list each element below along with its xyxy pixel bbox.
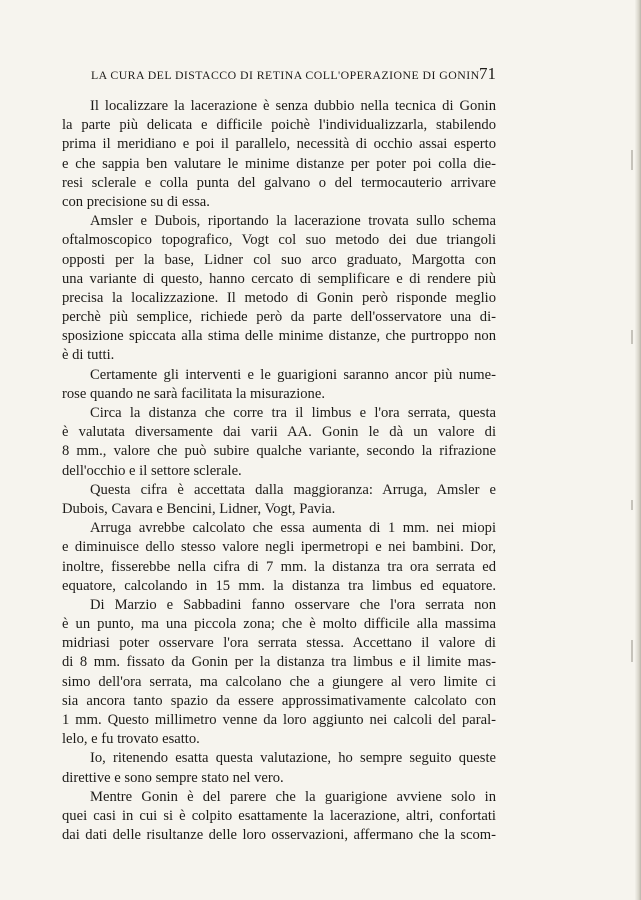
text-line: 8 mm., valore che può subire qualche variante, secondo la rifrazione <box>62 443 496 460</box>
text-line: sia ancora tanto spazio da essere approssimativamente calcolato con <box>62 692 496 709</box>
page-number: 71 <box>479 64 496 83</box>
running-title: LA CURA DEL DISTACCO DI RETINA COLL'OPERAZIONE DI GONIN <box>91 68 480 82</box>
body-text <box>62 97 496 845</box>
text-line: la parte più delicata e difficile poichè l'individualizzarla, stabilendo <box>62 117 496 134</box>
text-line: lelo, e fu trovato esatto. <box>62 731 200 748</box>
text-line: dai dati delle risultanze delle loro osservazioni, affermano che la scom- <box>62 827 496 844</box>
text-line: Il localizzare la lacerazione è senza dubbio nella tecnica di Gonin <box>90 98 496 114</box>
text-line: Amsler e Dubois, riportando la lacerazione trovata sullo schema <box>90 213 496 230</box>
text-line: Dubois, Cavara e Bencini, Lidner, Vogt, Pavia. <box>62 500 336 517</box>
text-line: Io, ritenendo esatta questa valutazione, ho sempre seguito queste <box>90 750 496 767</box>
text-line: sposizione spiccata alla stima delle minime distanze, che purtroppo non <box>62 328 496 345</box>
text-line: 1 mm. Questo millimetro venne da loro aggiunto nei calcoli del paral- <box>62 712 496 728</box>
text-line: Questa cifra è accettata dalla maggioranza: Arruga, Amsler e <box>90 481 496 498</box>
text-line: precisa la localizzazione. Il metodo di Gonin però risponde meglio <box>62 289 496 306</box>
text-line: prima il meridiano e poi il parallelo, necessità di occhio assai esperto <box>62 136 496 153</box>
text-line: e che sappia ben valutare le minime distanze per poter poi colla die- <box>62 155 496 172</box>
text-line: Mentre Gonin è del parere che la guarigione avviene solo in <box>90 788 496 805</box>
text-line: con precisione su di essa. <box>62 193 210 210</box>
margin-speck <box>631 330 633 344</box>
text-line: perchè più semplice, richiede però da parte dell'osservatore una di- <box>62 309 496 326</box>
margin-speck <box>631 640 633 662</box>
text-line: Certamente gli interventi e le guarigioni saranno ancor più nume- <box>90 366 496 383</box>
text-line: oftalmoscopico topografico, Vogt col suo metodo dei due triangoli <box>62 232 496 249</box>
text-line: inoltre, fisserebbe nella cifra di 7 mm. la distanza tra ora serrata ed <box>62 558 496 575</box>
text-line: di 8 mm. fissato da Gonin per la distanza tra limbus e il limite mas- <box>62 654 496 671</box>
text-line: una variante di questo, hanno cercato di semplificare e di rendere più <box>62 270 496 287</box>
text-line: simo dell'ora serrata, ma calcolano che a giungere al vero limite ci <box>62 673 496 690</box>
margin-speck <box>631 500 633 510</box>
text-line: equatore, calcolando in 15 mm. la distanza tra limbus ed equatore. <box>62 577 496 594</box>
text-line: e diminuisce dello stesso valore negli ipermetropi e nei bambini. Dor, <box>62 539 496 556</box>
text-line: rose quando ne sarà facilitata la misurazione. <box>62 385 325 402</box>
text-line: Di Marzio e Sabbadini fanno osservare che l'ora serrata non <box>90 596 496 613</box>
text-line: Arruga avrebbe calcolato che essa aumenta di 1 mm. nei miopi <box>90 520 496 537</box>
text-line: è un punto, ma una piccola zona; che è molto difficile alla massima <box>62 616 496 633</box>
text-line: è di tutti. <box>62 347 115 364</box>
running-header <box>60 64 496 84</box>
text-line: resi sclerale e colla punta del galvano o del termocauterio arrivare <box>62 174 496 191</box>
text-line: dell'occhio e il settore sclerale. <box>62 462 242 479</box>
text-line: direttive e sono sempre stato nel vero. <box>62 769 284 786</box>
text-line: quei casi in cui si è colpito esattamente la lacerazione, altri, confortati <box>62 807 496 824</box>
text-line: è valutata diversamente dai varii AA. Gonin le dà un valore di <box>62 424 496 441</box>
text-line: midriasi poter osservare l'ora serrata stessa. Accettano il valore di <box>62 635 496 652</box>
text-line: Circa la distanza che corre tra il limbus e l'ora serrata, questa <box>90 405 496 421</box>
page-edge-shadow <box>635 0 641 900</box>
margin-speck <box>631 150 633 170</box>
text-line: opposti per la base, Lidner col suo arco graduato, Margotta con <box>62 251 496 268</box>
